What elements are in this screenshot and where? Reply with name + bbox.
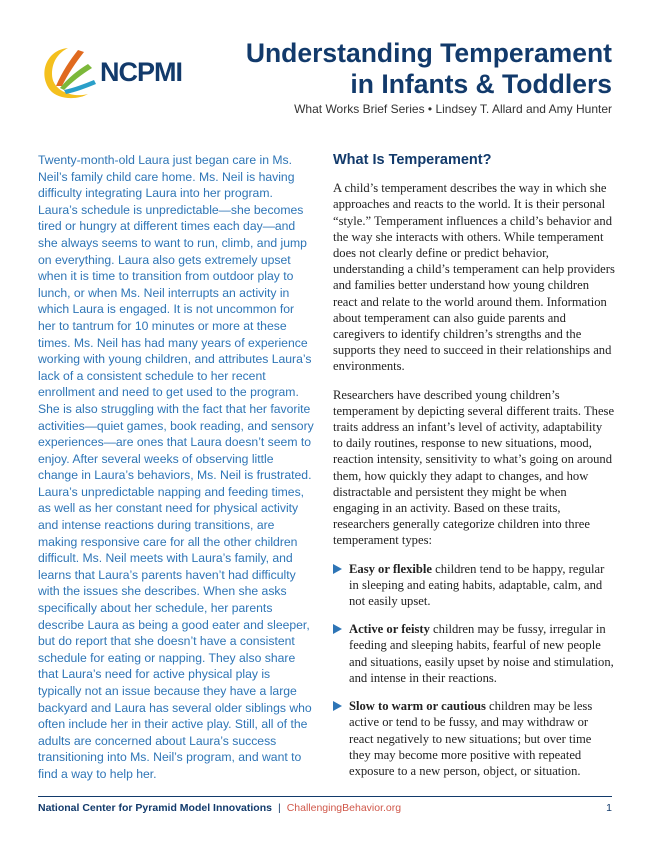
page-title [246, 38, 612, 100]
footer [38, 802, 612, 814]
footer-divider [38, 796, 612, 797]
logo-swirl-icon [38, 44, 98, 100]
type-term: Active or feisty [349, 622, 430, 637]
logo-text: NCPMI [100, 56, 182, 87]
case-story: Twenty-month-old Laura just began care in Ms. Neil’s family child care home. Ms. Neil is having difficulty integrating Laura into her program. Laura’s schedule is unpredictable—she becomes tired or hungry at different times each day—and she always seems to want to run, climb, and jump on everything. Laura also gets extremely upset when it is time to transition from outdoor play to lunch, or when Ms. Neil interrupts an activity in which Laura is engaged. It is not uncommon for her to tantrum for 10 minutes or more at these times. Ms. Neil has had many years of experience working with young children, and attributes Laura’s lack of a consistent schedule to her recent enrollment and need to get used to the program. She is also struggling with the fact that her favorite activities—quiet games, book reading, and sensory experiences—are ones that Laura doesn’t seem to enjoy. After several weeks of observing little change in Laura’s behaviors, Ms. Neil is frustrated. Laura’s unpredictable napping and feeding times, as well as her constant need for physical activity and intense reactions during transitions, are making responsive care for all the other children difficult. Ms. Neil meets with Laura’s family, and learns that Laura’s parents haven’t had difficulty with the issues she describes. When she asks specifically about her schedule, her parents describe Laura as being a good eater and sleeper, but do report that she doesn’t have a consistent schedule for eating or napping. They also share that Laura’s need for active physical play is typically not an issue because they have a large backyard and Laura has several older siblings who often include her in their active play. Still, all of the adults are concerned about Laura’s success transitioning into Ms. Neil’s program, and want to find a way to help her. [38, 153, 314, 781]
temperament-type [333, 621, 615, 686]
footer-org: National Center for Pyramid Model Innovations [38, 802, 272, 814]
type-term: Slow to warm or cautious [349, 699, 486, 714]
footer-link[interactable]: ChallengingBehavior.org [286, 802, 402, 814]
paragraph: Researchers have described young children’s temperament by depicting several different traits. These traits address an infant’s level of activity, adaptability to daily routines, response to new situations, mood, reaction intensity, sensitivity to what’s going on around them, how quickly they adapt to changes, and how distractable and persistent they might be when engaging in an activity. Based on these traits, researchers generally categorize children into three temperament types: [333, 387, 615, 548]
temperament-type [333, 561, 615, 610]
footer-separator: | [277, 802, 281, 814]
temperament-type [333, 698, 615, 779]
type-term: Easy or flexible [349, 561, 433, 576]
section-heading: What Is Temperament? [333, 152, 492, 168]
triangle-bullet-icon [333, 701, 342, 711]
type-description: children tend to be happy, regular in sleeping and eating habits, adaptable, calm, and not easily upset. [349, 561, 605, 609]
type-description: children may be fussy, irregular in feeding and sleeping habits, fearful of new people and situations, easily upset by noise and stimulation, and intense in their reactions. [349, 622, 614, 685]
paragraph: A child’s temperament describes the way in which she approaches and reacts to the world. It is their personal “style.” Temperament influences a child’s behavior and the way she interacts with others. While temperament does not clearly define or predict behavior, understanding a child’s temperament can help providers and families better understand how young children react and relate to the world around them. Information about temperament can also guide parents and caregivers to identify children’s strengths and the supports they need to succeed in their relationships and environments. [333, 181, 615, 374]
page-number: 1 [606, 802, 612, 814]
title-line-1: Understanding Temperament [245, 38, 612, 68]
subtitle: What Works Brief Series • Lindsey T. Allard and Amy Hunter [294, 102, 612, 116]
main-column [333, 152, 615, 791]
title-line-2: in Infants & Toddlers [350, 69, 612, 99]
triangle-bullet-icon [333, 564, 342, 574]
ncpmi-logo [38, 44, 182, 100]
type-description: children may be less active or tend to be fussy, and may withdraw or react negatively to new situations; but over time they may become more positive with repeated exposure to a new person, object, or situation. [349, 699, 593, 778]
triangle-bullet-icon [333, 624, 342, 634]
